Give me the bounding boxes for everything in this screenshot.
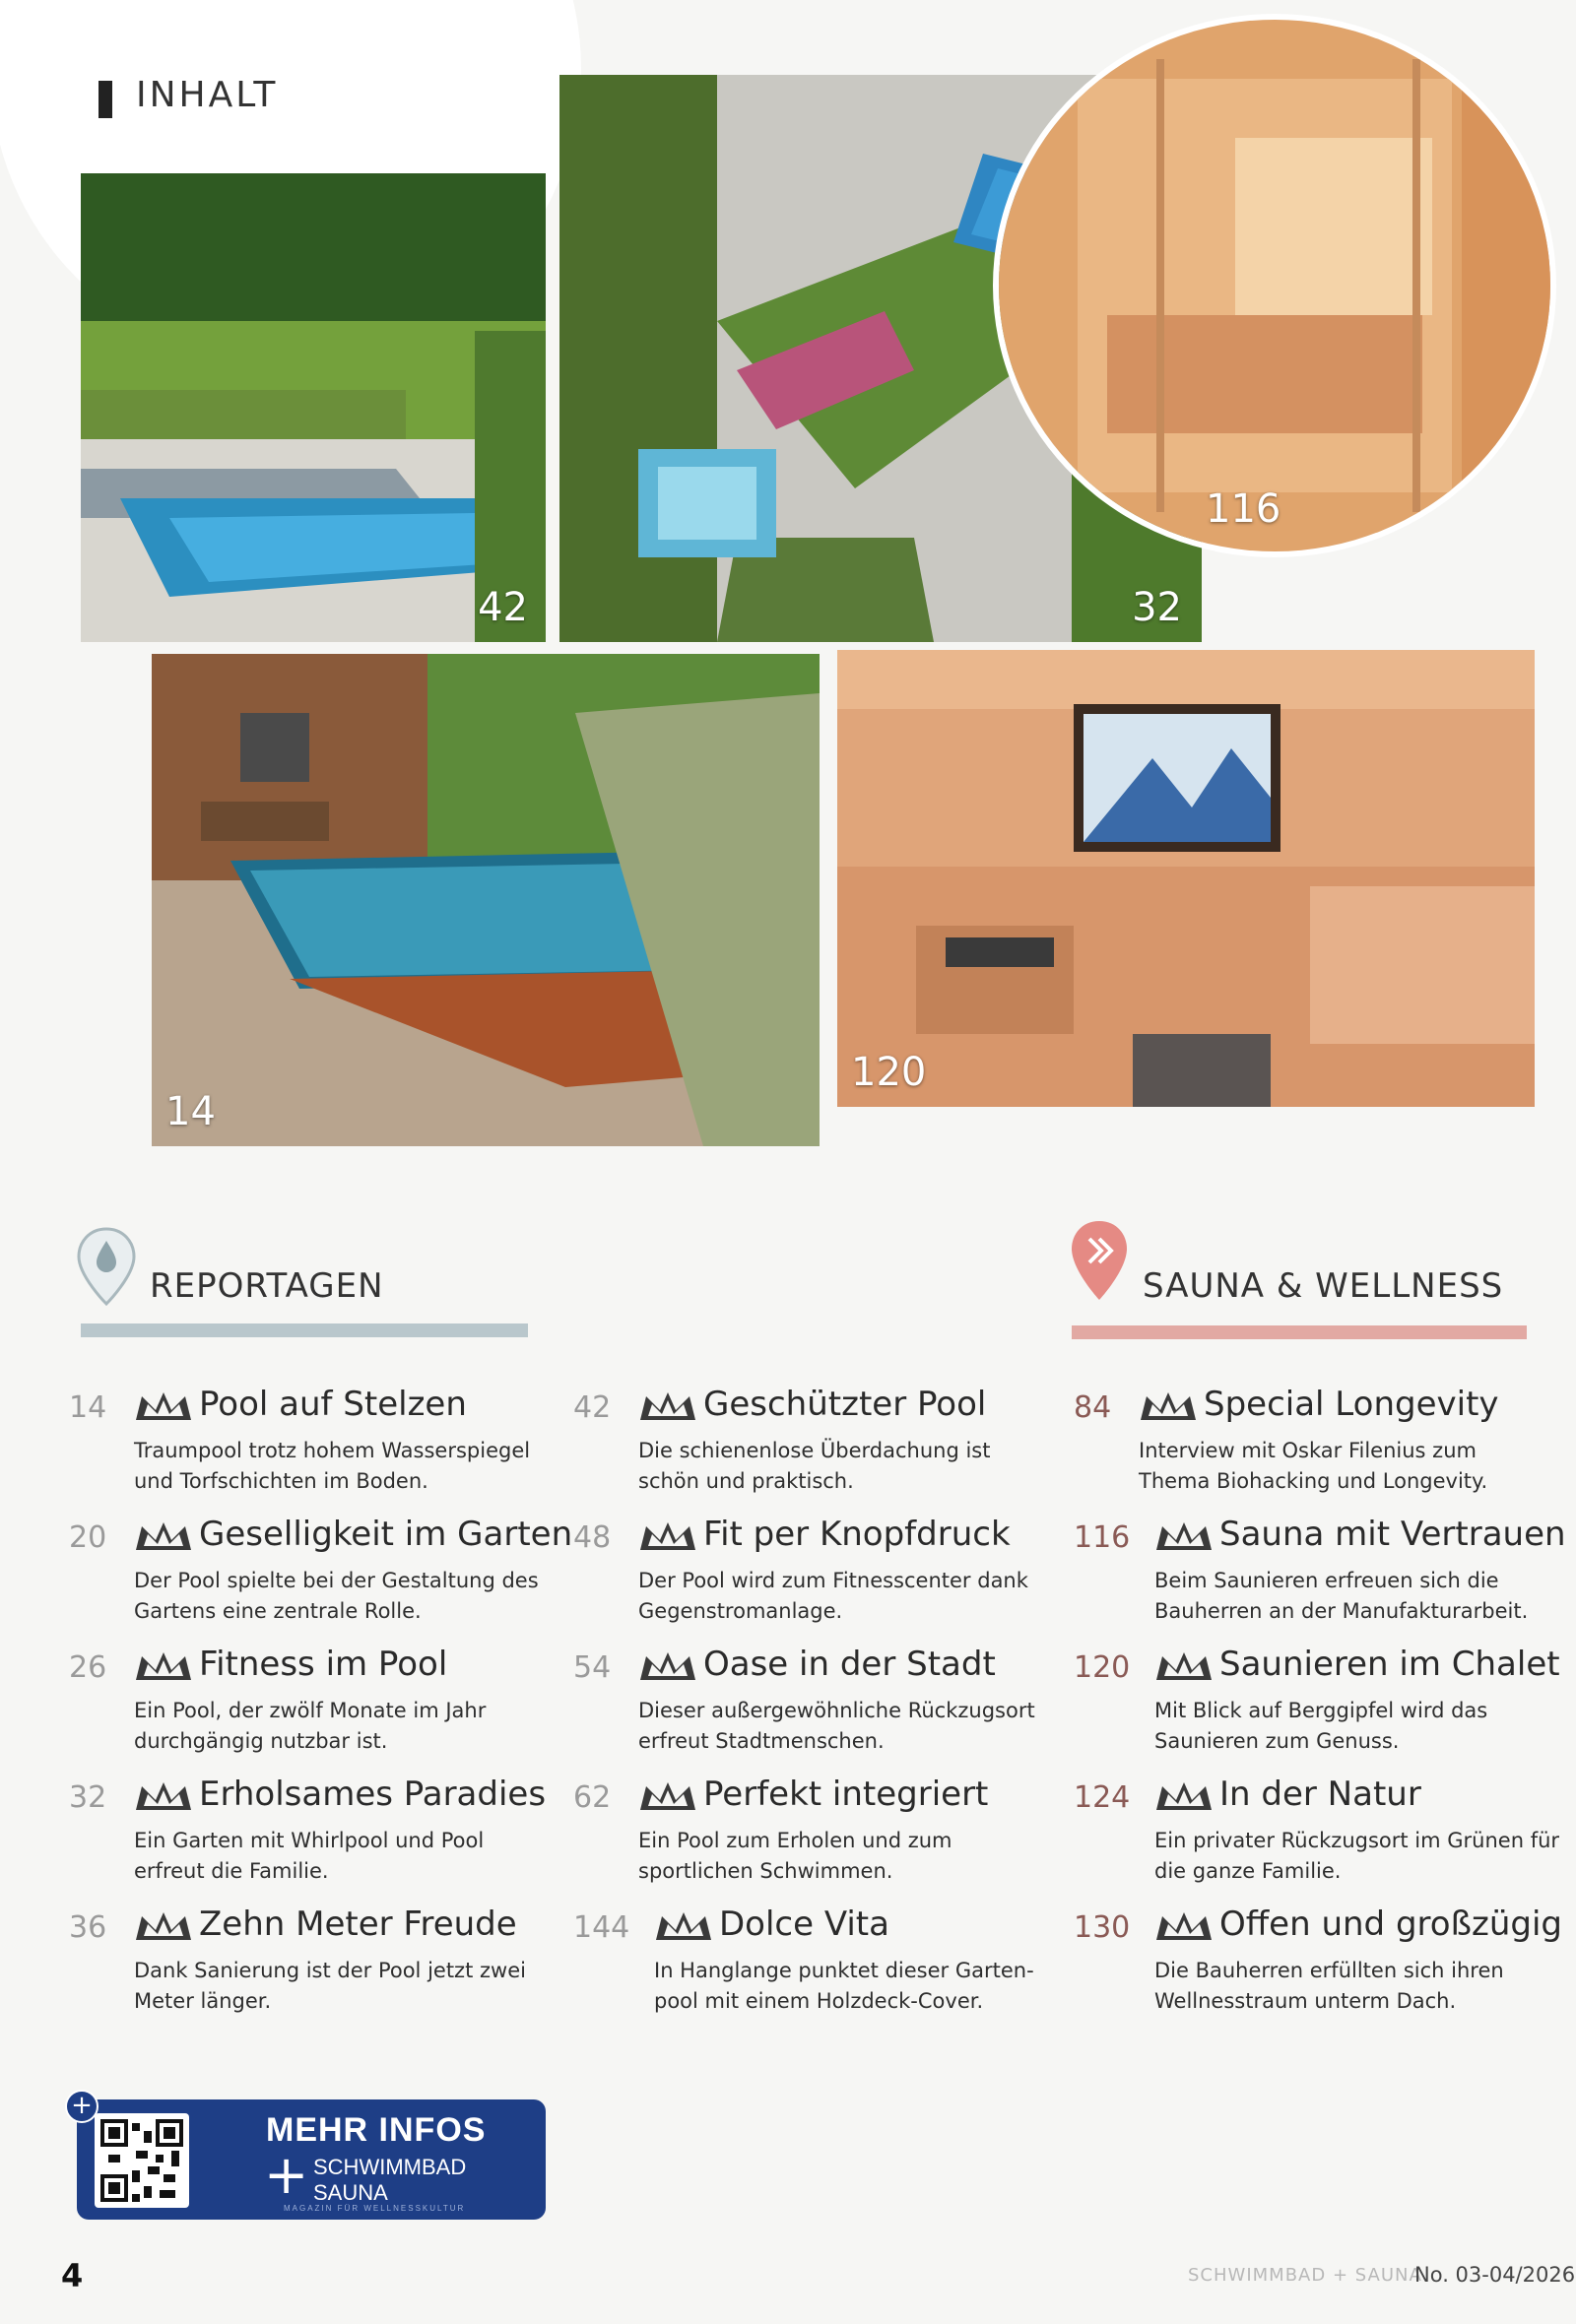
toc-description: Ein Garten mit Whirlpool und Pool erfreut die Familie. — [134, 1829, 485, 1883]
terrace-pool-image — [152, 654, 820, 1146]
photo-page-number: 32 — [1132, 585, 1182, 630]
toc-title: Offen und großzügig — [1219, 1904, 1562, 1944]
toc-page-number: 62 — [573, 1780, 612, 1815]
qr-code[interactable] — [95, 2113, 189, 2208]
plus-badge-icon: + — [65, 2090, 98, 2123]
promo-tagline: MAGAZIN FÜR WELLNESSKULTUR — [284, 2204, 466, 2213]
toc-page-number: 26 — [69, 1650, 107, 1685]
sauna-heat-pin-icon — [1068, 1219, 1131, 1302]
toc-title: Perfekt integriert — [703, 1775, 989, 1814]
toc-page-number: 130 — [1074, 1910, 1131, 1945]
toc-title: In der Natur — [1219, 1775, 1421, 1814]
photo-garden-pool[interactable] — [81, 173, 546, 642]
toc-title: Special Longevity — [1204, 1385, 1499, 1424]
crown-icon — [638, 1780, 697, 1812]
toc-title: Geschützter Pool — [703, 1385, 987, 1424]
toc-description: Der Pool spielte bei der Gestaltung des Gartens eine zentrale Rolle. — [134, 1569, 539, 1623]
section-title-sauna: SAUNA & WELLNESS — [1143, 1266, 1504, 1306]
toc-page-number: 14 — [69, 1390, 107, 1425]
title-bar — [98, 81, 112, 118]
crown-icon — [134, 1390, 193, 1422]
toc-description: Mit Blick auf Berggipfel wird das Saunieren zum Genuss. — [1154, 1699, 1488, 1753]
crown-icon — [134, 1650, 193, 1682]
plus-icon: + — [264, 2144, 309, 2206]
crown-icon — [1154, 1780, 1214, 1812]
toc-description: Ein privater Rückzugsort im Grünen für die ganze Familie. — [1154, 1829, 1560, 1883]
toc-description: Ein Pool zum Erholen und zum sportlichen Schwimmen. — [638, 1829, 952, 1883]
toc-description: Der Pool wird zum Fitnesscenter dank Gegenstromanlage. — [638, 1569, 1028, 1623]
garden-pool-image — [81, 173, 546, 642]
toc-description: Ein Pool, der zwölf Monate im Jahr durchgängig nutzbar ist. — [134, 1699, 487, 1753]
photo-page-number: 116 — [1206, 486, 1281, 532]
page-number: 4 — [61, 2257, 84, 2294]
qr-code-icon — [100, 2119, 183, 2202]
footer-brand: SCHWIMMBAD + SAUNA — [1188, 2265, 1422, 2286]
toc-page-number: 54 — [573, 1650, 612, 1685]
toc-page-number: 84 — [1074, 1390, 1112, 1425]
crown-icon — [638, 1650, 697, 1682]
toc-title: Pool auf Stelzen — [199, 1385, 467, 1424]
toc-description: Interview mit Oskar Filenius zum Thema Biohacking und Longevity. — [1139, 1439, 1488, 1493]
toc-page-number: 48 — [573, 1520, 612, 1555]
toc-title: Fitness im Pool — [199, 1645, 448, 1684]
photo-chalet-sauna[interactable] — [837, 650, 1535, 1107]
toc-page-number: 42 — [573, 1390, 612, 1425]
toc-description: Beim Saunieren erfreuen sich die Bauherren an der Manufakturarbeit. — [1154, 1569, 1529, 1623]
toc-title: Dolce Vita — [719, 1904, 889, 1944]
promo-line-1: SCHWIMMBAD — [313, 2155, 467, 2179]
toc-description: Dank Sanierung ist der Pool jetzt zwei Meter länger. — [134, 1959, 526, 2013]
toc-page-number: 20 — [69, 1520, 107, 1555]
section-divider-sauna — [1072, 1325, 1527, 1339]
toc-page-number: 120 — [1074, 1650, 1131, 1685]
photo-sauna-glass[interactable] — [993, 14, 1556, 557]
toc-description: Die Bauherren erfüllten sich ihren Wellnesstraum unterm Dach. — [1154, 1959, 1504, 2013]
toc-page-number: 116 — [1074, 1520, 1131, 1555]
water-drop-pin-icon — [75, 1227, 138, 1306]
toc-title: Oase in der Stadt — [703, 1645, 996, 1684]
toc-title: Saunieren im Chalet — [1219, 1645, 1560, 1684]
crown-icon — [134, 1520, 193, 1552]
crown-icon — [654, 1910, 713, 1942]
sauna-glass-image — [999, 20, 1550, 551]
toc-page-number: 144 — [573, 1910, 630, 1945]
page-title: INHALT — [136, 75, 279, 115]
photo-terrace-pool[interactable] — [152, 654, 820, 1146]
crown-icon — [638, 1520, 697, 1552]
photo-page-number: 14 — [165, 1089, 216, 1134]
crown-icon — [134, 1910, 193, 1942]
toc-title: Fit per Knopfdruck — [703, 1515, 1011, 1554]
crown-icon — [134, 1780, 193, 1812]
crown-icon — [1139, 1390, 1198, 1422]
crown-icon — [1154, 1650, 1214, 1682]
toc-description: Die schienenlose Überdachung ist schön und praktisch. — [638, 1439, 991, 1493]
toc-page-number: 124 — [1074, 1780, 1131, 1815]
toc-description: In Hanglange punktet dieser Garten-pool mit einem Holzdeck-Cover. — [654, 1959, 1034, 2013]
section-divider-reportagen — [81, 1323, 528, 1337]
toc-description: Traumpool trotz hohem Wasserspiegel und Torfschichten im Boden. — [134, 1439, 531, 1493]
promo-line-2: SAUNA — [313, 2180, 388, 2205]
toc-page-number: 36 — [69, 1910, 107, 1945]
toc-title: Geselligkeit im Garten — [199, 1515, 573, 1554]
crown-icon — [1154, 1520, 1214, 1552]
section-title-reportagen: REPORTAGEN — [150, 1266, 384, 1306]
photo-page-number: 120 — [851, 1050, 927, 1095]
toc-title: Sauna mit Vertrauen — [1219, 1515, 1566, 1554]
toc-title: Erholsames Paradies — [199, 1775, 547, 1814]
toc-description: Dieser außergewöhnliche Rückzugsort erfreut Stadtmenschen. — [638, 1699, 1035, 1753]
more-info-banner[interactable] — [77, 2099, 546, 2220]
promo-title: MEHR INFOS — [266, 2111, 487, 2149]
chalet-sauna-image — [837, 650, 1535, 1107]
photo-page-number: 42 — [478, 585, 528, 630]
toc-page-number: 32 — [69, 1780, 107, 1815]
crown-icon — [1154, 1910, 1214, 1942]
issue-number: No. 03-04/2026 — [1414, 2263, 1576, 2287]
toc-title: Zehn Meter Freude — [199, 1904, 517, 1944]
crown-icon — [638, 1390, 697, 1422]
